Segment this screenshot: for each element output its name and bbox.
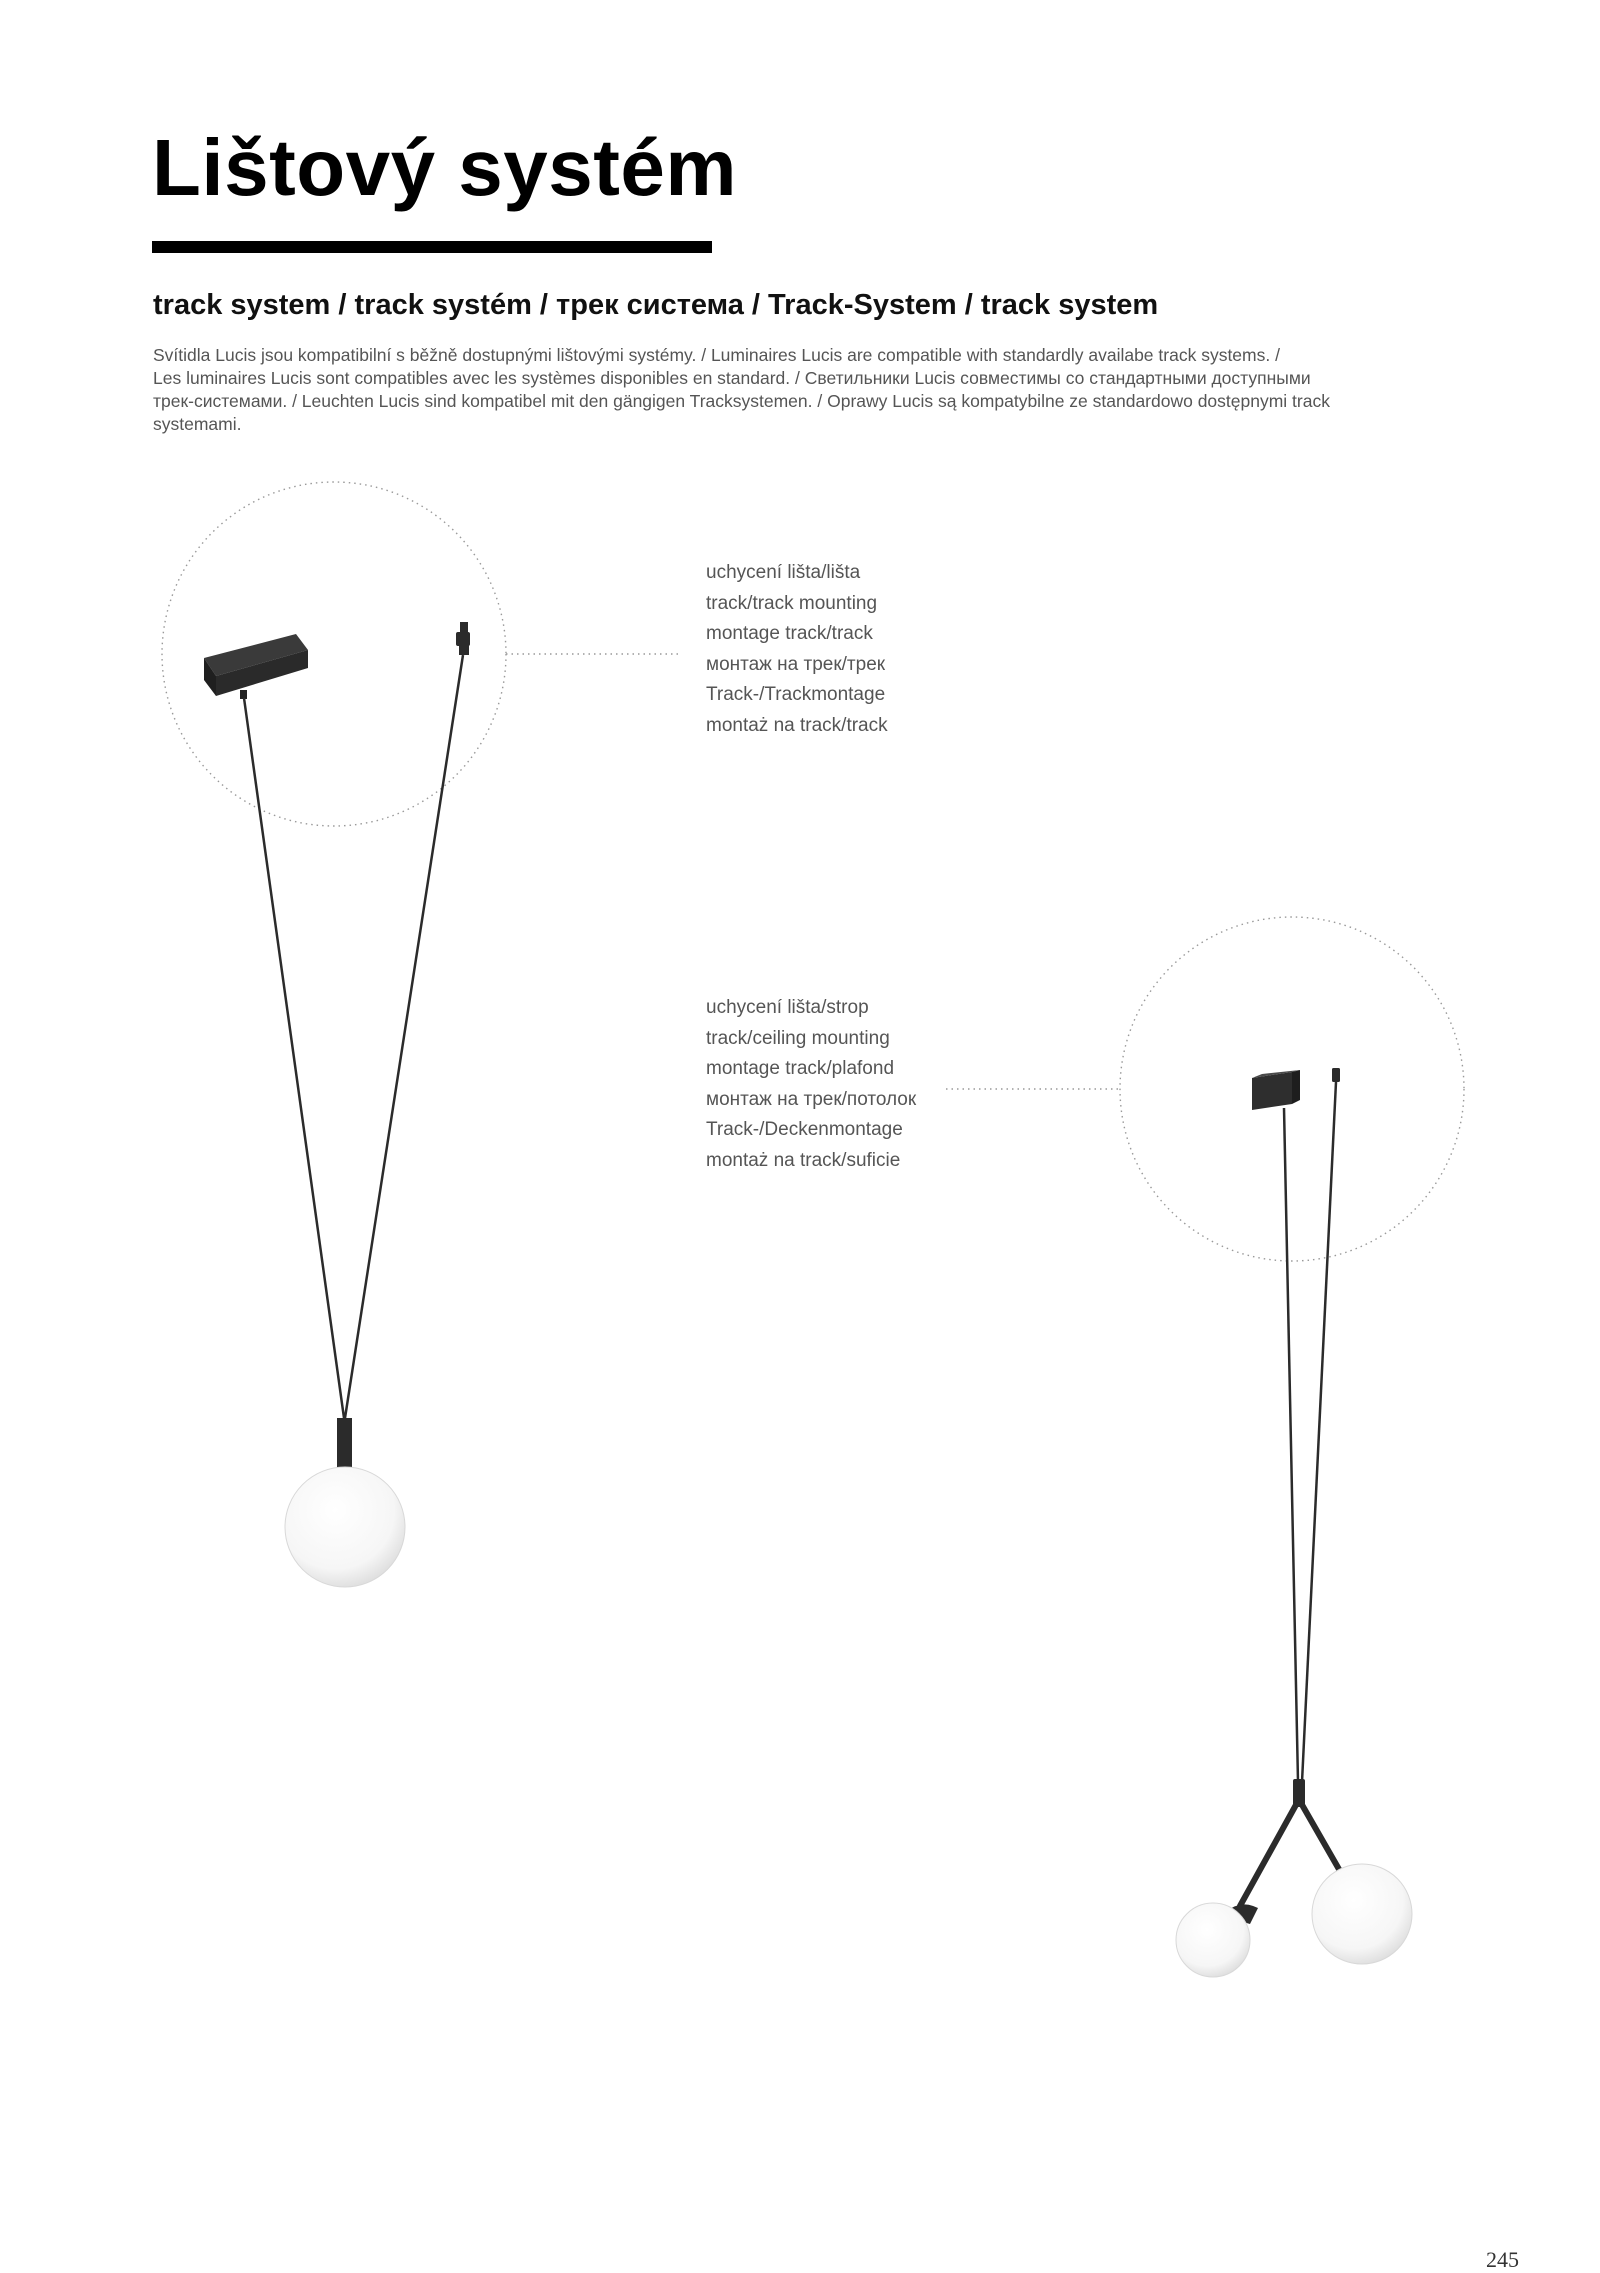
track-connector-end (456, 622, 470, 655)
mounting-label-line: track/ceiling mounting (706, 1027, 890, 1049)
glass-globe-small (1176, 1903, 1250, 1977)
mounting-label-line: монтаж на трек/потолок (706, 1088, 917, 1110)
lamp-arm (1240, 1803, 1297, 1906)
glass-globe-large (1312, 1864, 1412, 1964)
track-adapter (1252, 1070, 1300, 1110)
mounting-label-track-track (706, 558, 1026, 741)
mounting-label-line: montaż na track/track (706, 714, 888, 736)
detail-circle-a (162, 482, 506, 826)
mounting-label-line: Track-/Deckenmontage (706, 1119, 903, 1140)
intro-line: трек-системами. / Leuchten Lucis sind kompatibel mit den gängigen Tracksystemen. / Oprawy Lucis są kompatybilne ze standardowo dostępnymi track (153, 391, 1330, 411)
mounting-label-line: монтаж на трек/трек (706, 653, 886, 675)
lamp-arm (1301, 1803, 1344, 1878)
mounting-label-line: montage track/plafond (706, 1058, 895, 1079)
mounting-label-line: montaż na track/suficie (706, 1149, 901, 1171)
suspension-cable (345, 655, 463, 1418)
mounting-label-line: Track-/Trackmontage (706, 684, 886, 705)
suspension-cable (1302, 1082, 1336, 1782)
intro-line: systemami. (153, 414, 242, 434)
intro-line: Les luminaires Lucis sont compatibles avec les systèmes disponibles en standard. / Светильники Lucis совместимы со стандартными доступными (153, 368, 1311, 388)
mounting-label-line: uchycení lišta/strop (706, 997, 869, 1018)
page-number: 245 (1486, 2247, 1519, 2272)
intro-line: Svítidla Lucis jsou kompatibilní s běžně dostupnými lištovými systémy. / Luminaires Lucis are compatible with standardly availabe track systems. / (153, 345, 1280, 365)
page-title: Lištový systém (152, 123, 738, 212)
page-subtitle: track system / track systém / трек система / Track-System / track system (153, 289, 1159, 321)
suspension-cable (244, 698, 344, 1418)
lamp-stem (337, 1418, 352, 1468)
suspension-cable (1284, 1108, 1298, 1782)
track-adapter (204, 634, 308, 699)
pendant-track-track (162, 482, 680, 1587)
ceiling-canopy (1332, 1068, 1340, 1082)
mounting-label-track-ceiling (706, 993, 1026, 1176)
mounting-label-line: montage track/track (706, 623, 873, 644)
mounting-label-line: track/track mounting (706, 592, 878, 614)
glass-globe (285, 1467, 405, 1587)
mounting-label-line: uchycení lišta/lišta (706, 562, 861, 583)
